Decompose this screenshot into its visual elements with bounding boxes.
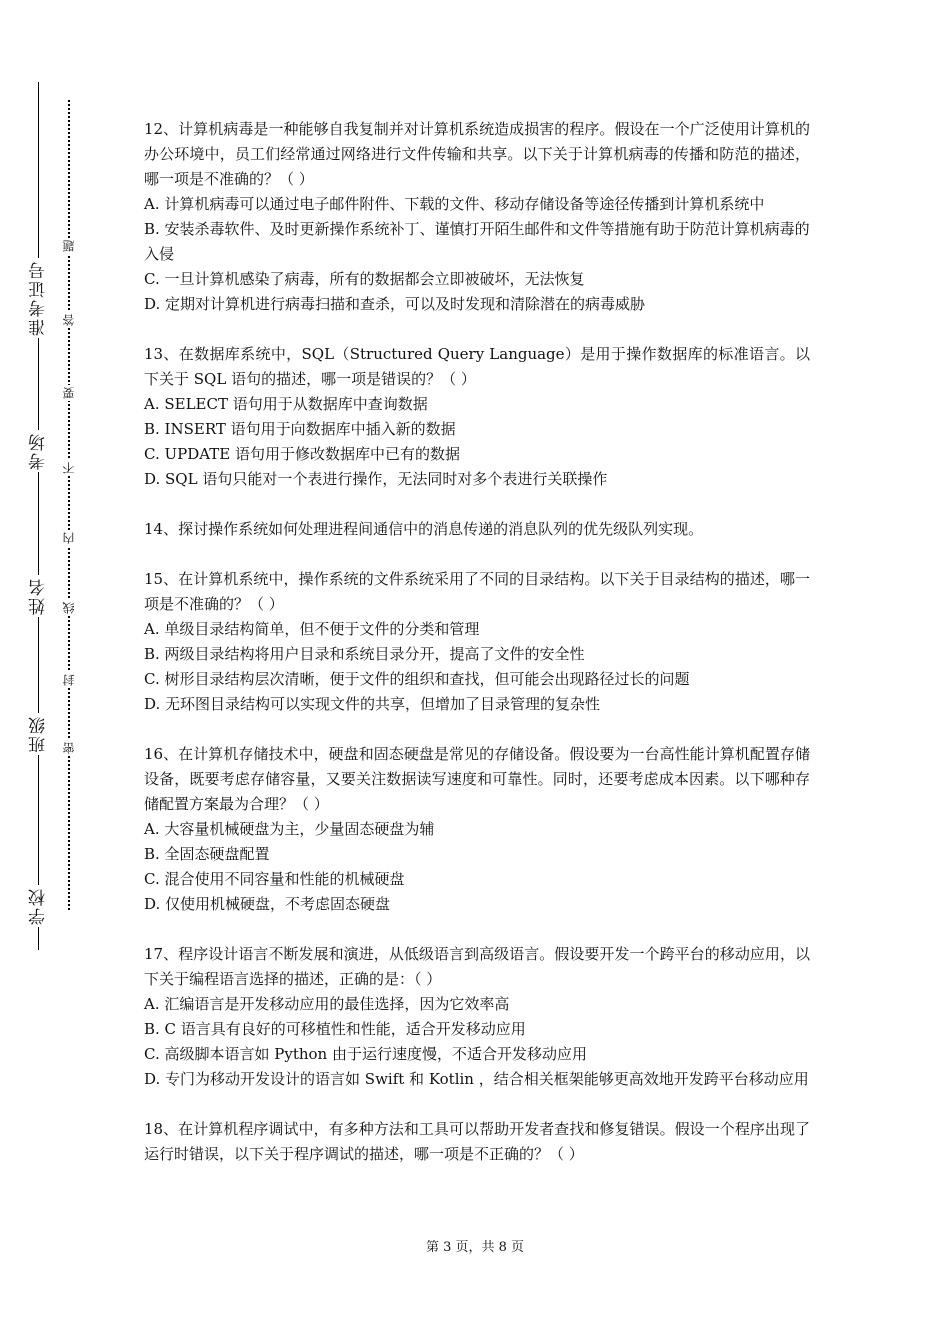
question-17	[144, 942, 810, 1092]
option-a: A. 汇编语言是开发移动应用的最佳选择，因为它效率高	[144, 995, 510, 1013]
option-c: C. 树形目录结构层次清晰，便于文件的组织和查找，但可能会出现路径过长的问题	[144, 670, 690, 688]
option-c: C. 一旦计算机感染了病毒，所有的数据都会立即被破坏，无法恢复	[144, 270, 585, 288]
question-14	[144, 517, 810, 542]
option-a: A. 单级目录结构简单，但不便于文件的分类和管理	[144, 620, 480, 638]
option-d: D. 仅使用机械硬盘，不考虑固态硬盘	[144, 895, 391, 913]
option-b: B. C 语言具有良好的可移植性和性能，适合开发移动应用	[144, 1020, 526, 1038]
question-13	[144, 342, 810, 492]
seal-char: 内	[58, 530, 80, 546]
option-d: D. 专门为移动开发设计的语言如 Swift 和 Kotlin ，结合相关框架能够更高效地开发跨平台移动应用	[144, 1070, 809, 1088]
question-text: 15、在计算机系统中，操作系统的文件系统采用了不同的目录结构。以下关于目录结构的描述，哪一项是不准确的？（ ）	[144, 570, 810, 613]
seal-char: 题	[58, 238, 80, 254]
option-b: B. 安装杀毒软件、及时更新操作系统补丁、谨慎打开陌生邮件和文件等措施有助于防范计算机病毒的入侵	[144, 220, 810, 263]
field-school: 学校	[22, 885, 56, 927]
option-b: B. 两级目录结构将用户目录和系统目录分开，提高了文件的安全性	[144, 645, 585, 663]
page-number: 第 3 页，共 8 页	[425, 1240, 525, 1255]
question-text: 18、在计算机程序调试中，有多种方法和工具可以帮助开发者查找和修复错误。假设一个程序出现了运行时错误，以下关于程序调试的描述，哪一项是不正确的？（ ）	[144, 1120, 810, 1163]
option-c: C. 混合使用不同容量和性能的机械硬盘	[144, 870, 405, 888]
question-text: 17、程序设计语言不断发展和演进，从低级语言到高级语言。假设要开发一个跨平台的移动应用，以下关于编程语言选择的描述，正确的是：（ ）	[144, 945, 810, 988]
option-b: B. 全固态硬盘配置	[144, 845, 270, 863]
question-list	[144, 117, 810, 1192]
option-a: A. 大容量机械硬盘为主，少量固态硬盘为辅	[144, 820, 435, 838]
option-c: C. UPDATE 语句用于修改数据库中已有的数据	[144, 445, 460, 463]
seal-dotted-line	[68, 100, 70, 910]
option-a: A. SELECT 语句用于从数据库中查询数据	[144, 395, 428, 413]
option-a: A. 计算机病毒可以通过电子邮件附件、下载的文件、移动存储设备等途径传播到计算机系统中	[144, 195, 765, 213]
seal-char: 线	[58, 600, 80, 616]
field-name: 姓名	[22, 575, 56, 617]
field-exam-number: 准考证号	[22, 258, 56, 338]
seal-char: 密	[58, 740, 80, 756]
question-text: 14、探讨操作系统如何处理进程间通信中的消息传递的消息队列的优先级队列实现。	[144, 520, 704, 538]
binding-solid-line	[38, 82, 39, 950]
question-text: 13、在数据库系统中，SQL（Structured Query Language）是用于操作数据库的标准语言。以下关于 SQL 语句的描述，哪一项是错误的？（ ）	[144, 345, 810, 388]
seal-char: 封	[58, 672, 80, 688]
seal-char: 答	[58, 312, 80, 328]
option-d: D. SQL 语句只能对一个表进行操作，无法同时对多个表进行关联操作	[144, 470, 608, 488]
question-12	[144, 117, 810, 317]
option-b: B. INSERT 语句用于向数据库中插入新的数据	[144, 420, 456, 438]
question-16	[144, 742, 810, 917]
field-class: 班级	[22, 713, 56, 755]
option-d: D. 定期对计算机进行病毒扫描和查杀，可以及时发现和清除潜在的病毒威胁	[144, 295, 646, 313]
binding-margin	[0, 0, 90, 1344]
seal-char: 不	[58, 460, 80, 476]
question-15	[144, 567, 810, 717]
question-18	[144, 1117, 810, 1167]
question-text: 12、计算机病毒是一种能够自我复制并对计算机系统造成损害的程序。假设在一个广泛使用计算机的办公环境中，员工们经常通过网络进行文件传输和共享。以下关于计算机病毒的传播和防范的描述，哪一项是不准确的？（ ）	[144, 120, 810, 188]
seal-char: 要	[58, 385, 80, 401]
option-d: D. 无环图目录结构可以实现文件的共享，但增加了目录管理的复杂性	[144, 695, 601, 713]
option-c: C. 高级脚本语言如 Python 由于运行速度慢，不适合开发移动应用	[144, 1045, 587, 1063]
field-exam-room: 考场	[22, 430, 56, 472]
question-text: 16、在计算机存储技术中，硬盘和固态硬盘是常见的存储设备。假设要为一台高性能计算机配置存储设备，既要考虑存储容量，又要关注数据读写速度和可靠性。同时，还要考虑成本因素。以下哪种存储配置方案最为合理？（ ）	[144, 745, 810, 813]
